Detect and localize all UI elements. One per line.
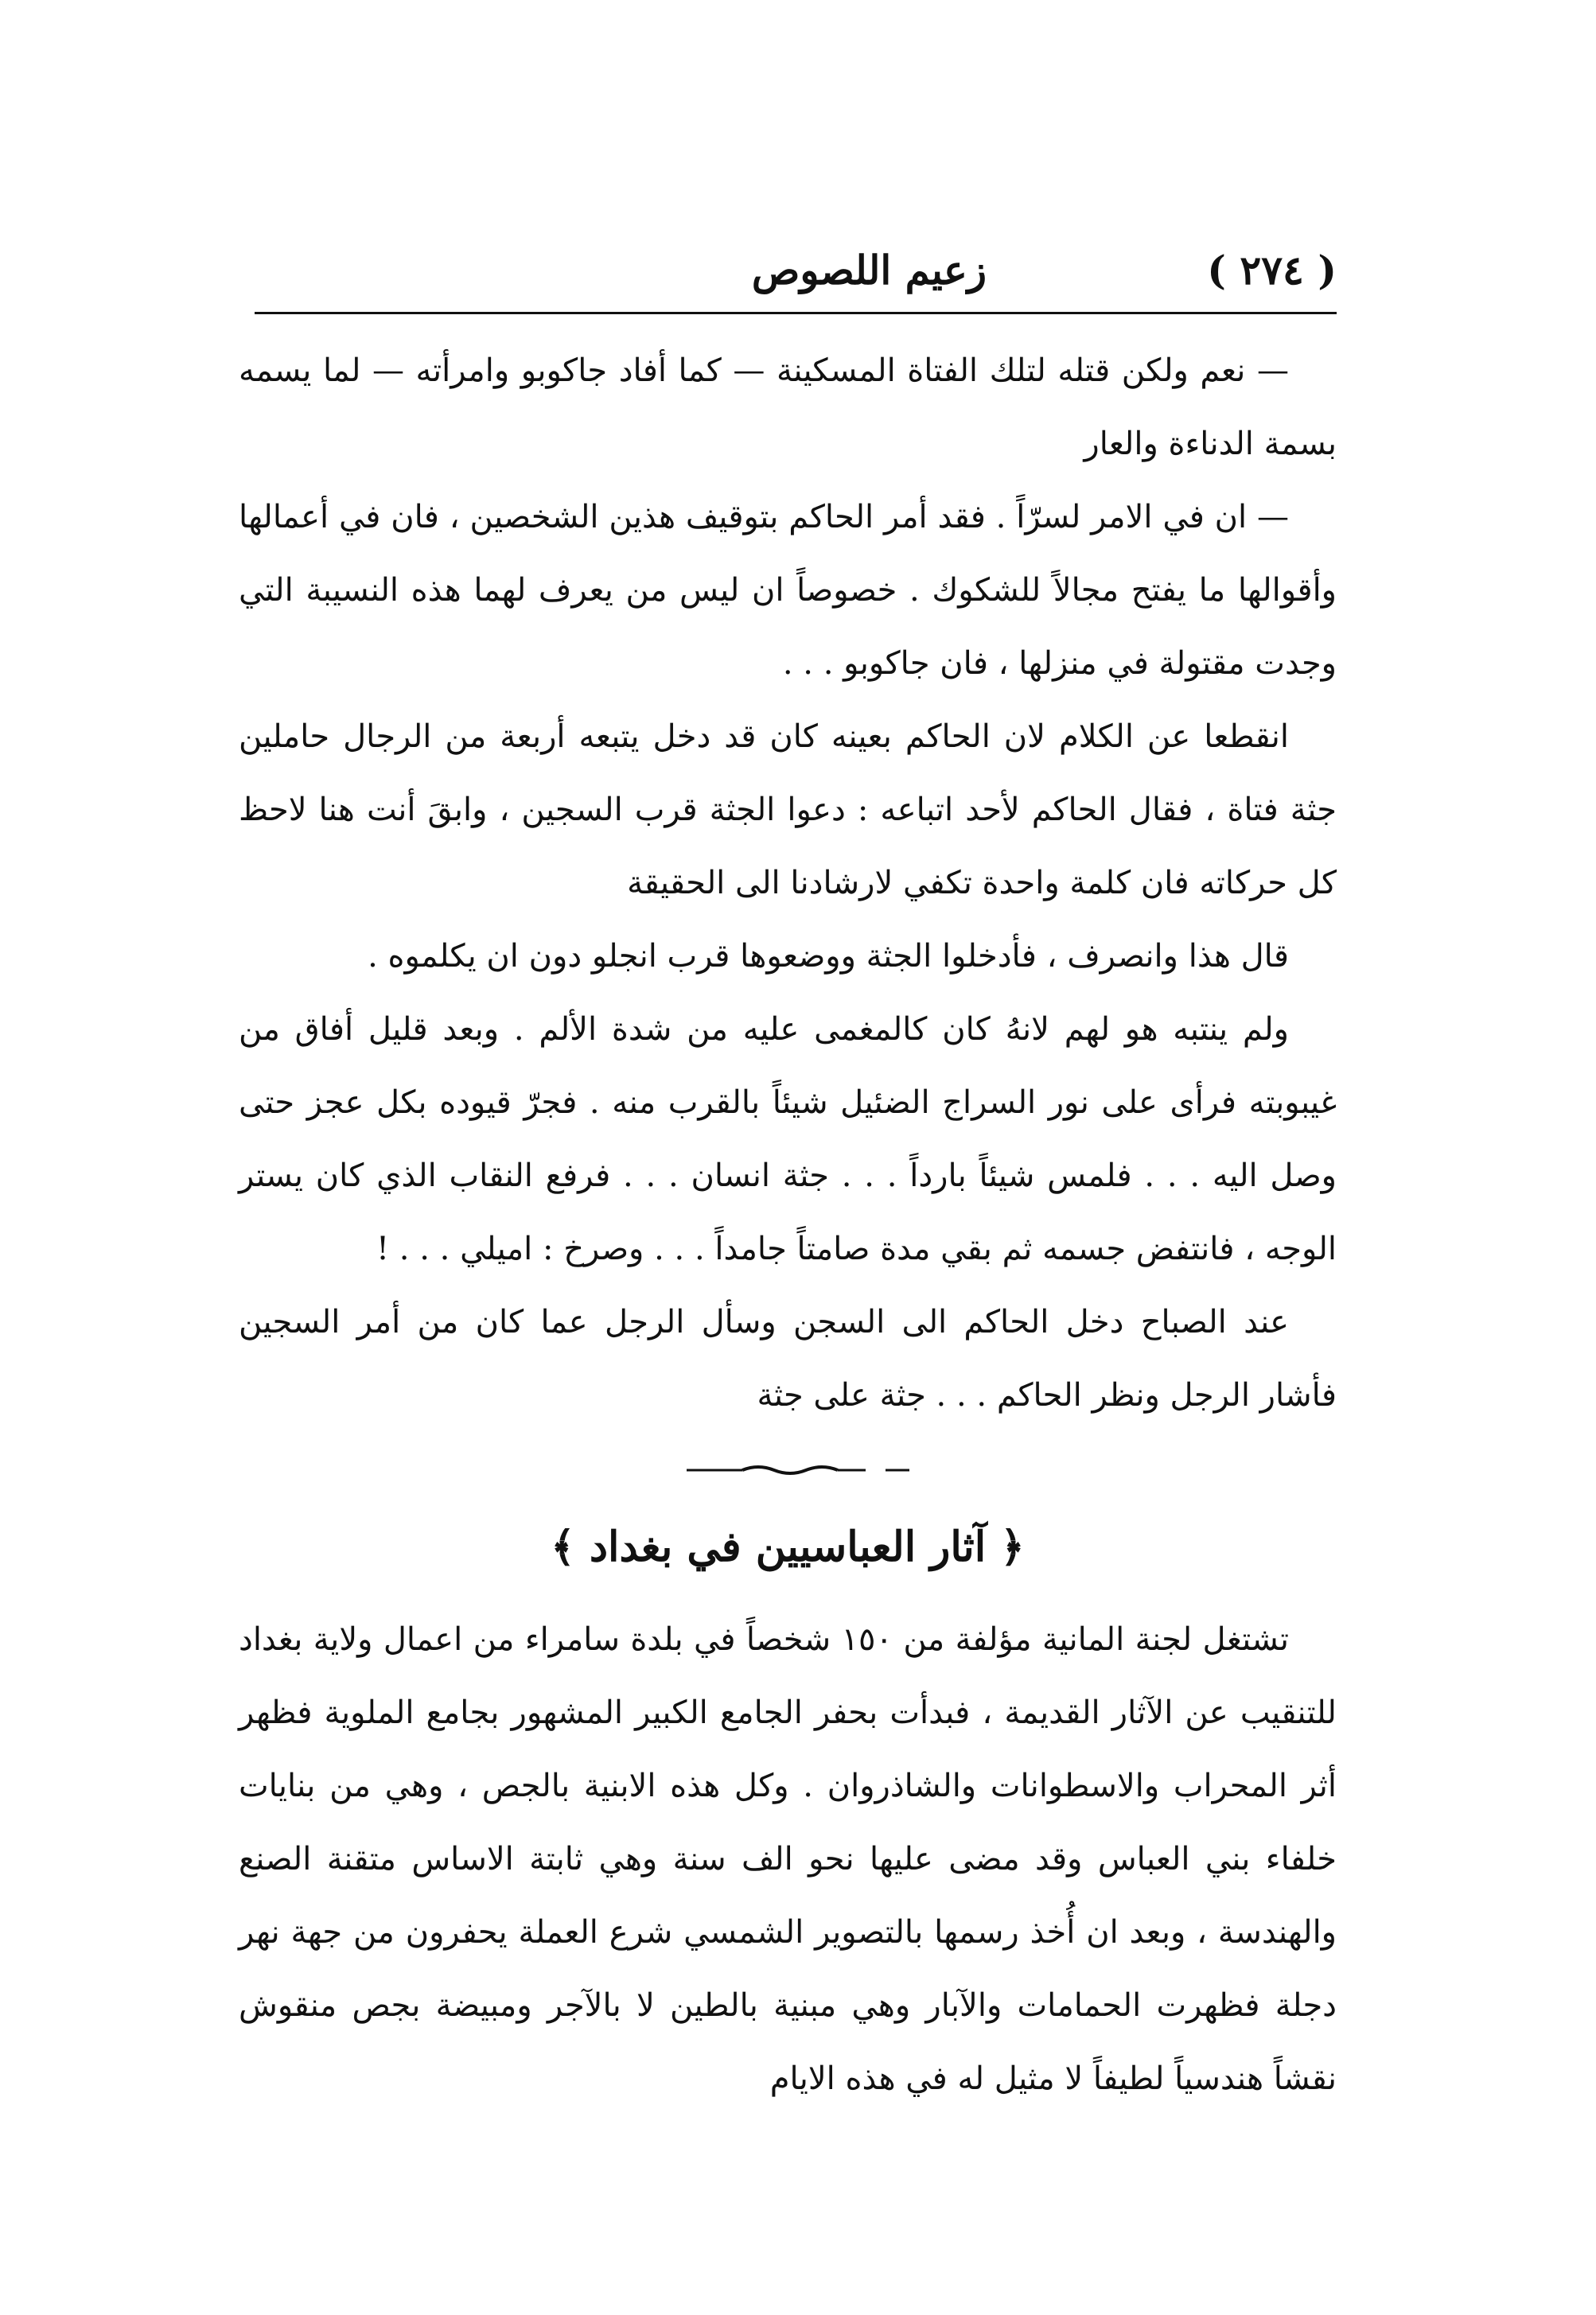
running-title: زعيم اللصوص	[751, 247, 987, 294]
paragraph: قال هذا وانصرف ، فأدخلوا الجثة ووضعوها قرب انجلو دون ان يكلموه .	[368, 938, 1289, 975]
paragraph: تشتغل لجنة المانية مؤلفة من ١٥٠ شخصاً في بلدة سامراء من اعمال ولاية بغداد للتنقيب عن الآثار القديمة ، فبدأت بحفر الجامع الكبير المشهور بجامع الملوية فظهر أثر المحراب والاسطوانات والشاذروان . وكل هذه الابنية بالجص ، وهي من بنايات خلفاء بني العباس وقد مضى عليها نحو الف سنة وهي ثابتة الاساس متقنة الصنع والهندسة ، وبعد ان أُخذ رسمها بالتصوير الشمسي شرع العملة يحفرون من جهة نهر دجلة فظهرت الحمامات والآبار وهي مبنية بالطين لا بالآجر ومبيضة بجص منقوش نقشاً هندسياً لطيفاً لا مثيل له في هذه الايام	[239, 1621, 1337, 2097]
paragraph: عند الصباح دخل الحاكم الى السجن وسأل الرجل عما كان من أمر السجين فأشار الرجل ونظر الحاكم . . . جثة على جثة	[239, 1304, 1337, 1414]
section-heading: ﴿ آثار العباسيين في بغداد ﴾	[551, 1523, 1025, 1571]
paragraph: — ان في الامر لسرّاً . فقد أمر الحاكم بتوقيف هذين الشخصين ، فان في أعمالها وأقوالها ما يفتح مجالاً للشكوك . خصوصاً ان ليس من يعرف لهما هذه النسيبة التي وجدت مقتولة في منزلها ، فان جاكوبو . . .	[239, 499, 1337, 682]
paragraph: ولم ينتبه هو لهم لانهُ كان كالمغمى عليه من شدة الألم . وبعد قليل أفاق من غيبوبته فرأى على نور السراج الضئيل شيئاً بالقرب منه . فجرّ قيوده بكل عجز حتى وصل اليه . . . فلمس شيئاً بارداً . . . جثة انسان . . . فرفع النقاب الذي كان يستر الوجه ، فانتفض جسمه ثم بقي مدة صامتاً جامداً . . . وصرخ : اميلي . . . !	[239, 1011, 1337, 1267]
section-divider-ornament	[687, 1462, 909, 1478]
page-number: ( ٢٧٤ )	[1207, 247, 1337, 294]
section-text	[239, 1603, 1337, 2115]
page-header	[255, 239, 1337, 302]
header-rule	[255, 312, 1337, 314]
story-text	[239, 334, 1337, 1432]
paragraph: انقطعا عن الكلام لان الحاكم بعينه كان قد دخل يتبعه أربعة من الرجال حاملين جثة فتاة ، فقال الحاكم لأحد اتباعه : دعوا الجثة قرب السجين ، وابقَ أنت هنا لاحظ كل حركاته فان كلمة واحدة تكفي لارشادنا الى الحقيقة	[239, 718, 1337, 901]
paragraph: — نعم ولكن قتله لتلك الفتاة المسكينة — كما أفاد جاكوبو وامرأته — لما يسمه بسمة الدناءة والعار	[239, 352, 1337, 462]
